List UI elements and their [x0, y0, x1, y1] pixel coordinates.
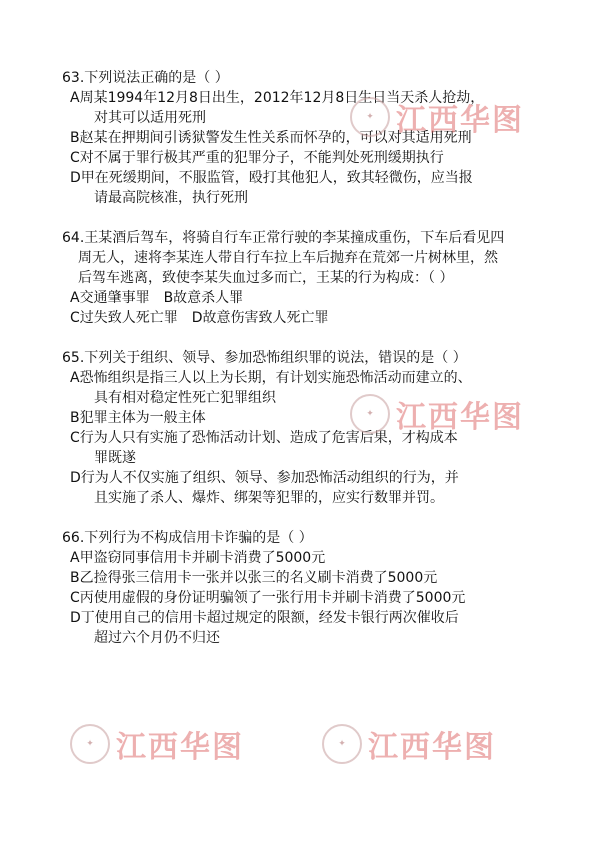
watermark-text: 江西华图 — [368, 730, 496, 765]
seal-icon: ✦ — [350, 394, 390, 434]
watermark-text: 江西华图 — [396, 103, 524, 138]
option-text-cont: 具有相对稳定性死亡犯罪组织 — [94, 390, 276, 406]
option-a — [62, 368, 572, 408]
question-65 — [62, 348, 572, 508]
option-b: B赵某在押期间引诱狱警发生性关系而怀孕的，可以对其适用死刑 — [70, 130, 472, 146]
option-text: D丁使用自己的信用卡超过规定的限额，经发卡银行两次催收后 — [70, 610, 459, 626]
option-a — [62, 88, 572, 128]
question-stem: 64.王某酒后驾车，将骑自行车正常行驶的李某撞成重伤，下车后看见四 — [62, 230, 505, 246]
question-stem: 63.下列说法正确的是（ ） — [62, 70, 229, 86]
question-stem-cont: 周无人，速将李某连人带自行车拉上车后抛弃在荒郊一片树林里，然 — [78, 250, 498, 266]
option-text-cont: 罪既遂 — [94, 450, 136, 466]
option-text: A恐怖组织是指三人以上为长期，有计划实施恐怖活动而建立的、 — [70, 370, 472, 386]
question-stem: 66.下列行为不构成信用卡诈骗的是（ ） — [62, 530, 313, 546]
question-64 — [62, 228, 572, 328]
seal-icon: ✦ — [70, 724, 110, 764]
option-c: C对不属于罪行极其严重的犯罪分子，不能判处死刑缓期执行 — [70, 150, 444, 166]
option-text-cont: 请最高院核准，执行死刑 — [94, 190, 248, 206]
option-b: B犯罪主体为一般主体 — [70, 410, 206, 426]
option-d — [62, 168, 572, 208]
watermark — [70, 722, 244, 766]
option-c: C丙使用虚假的身份证明骗领了一张行用卡并刷卡消费了5000元 — [70, 590, 466, 606]
option-text: C行为人只有实施了恐怖活动计划、造成了危害后果，才构成本 — [70, 430, 458, 446]
question-63 — [62, 68, 572, 208]
question-stem-cont: 后驾车逃离，致使李某失血过多而亡，王某的行为构成：（ ） — [78, 270, 454, 286]
watermark-text: 江西华图 — [396, 400, 524, 435]
option-text: D行为人不仅实施了组织、领导、参加恐怖活动组织的行为，并 — [70, 470, 459, 486]
option-text-cont: 超过六个月仍不归还 — [94, 630, 220, 646]
option-text: A周某1994年12月8日出生，2012年12月8日生日当天杀人抢劫， — [70, 90, 485, 106]
option-text-cont: 对其可以适用死刑 — [94, 110, 206, 126]
option-cd: C过失致人死亡罪 D故意伤害致人死亡罪 — [70, 310, 329, 326]
seal-icon: ✦ — [350, 97, 390, 137]
option-a: A甲盗窃同事信用卡并刷卡消费了5000元 — [70, 550, 326, 566]
option-d — [62, 608, 572, 648]
option-c — [62, 428, 572, 468]
seal-icon: ✦ — [322, 724, 362, 764]
option-text: D甲在死缓期间，不服监管，殴打其他犯人，致其轻微伤，应当报 — [70, 170, 473, 186]
option-text-cont: 且实施了杀人、爆炸、绑架等犯罪的，应实行数罪并罚。 — [94, 490, 444, 506]
watermark — [322, 722, 496, 766]
question-66 — [62, 528, 572, 648]
question-stem: 65.下列关于组织、领导、参加恐怖组织罪的说法，错误的是（ ） — [62, 350, 467, 366]
option-d — [62, 468, 572, 508]
option-b: B乙捡得张三信用卡一张并以张三的名义刷卡消费了5000元 — [70, 570, 438, 586]
watermark-text: 江西华图 — [116, 730, 244, 765]
option-ab: A交通肇事罪 B故意杀人罪 — [70, 290, 244, 306]
